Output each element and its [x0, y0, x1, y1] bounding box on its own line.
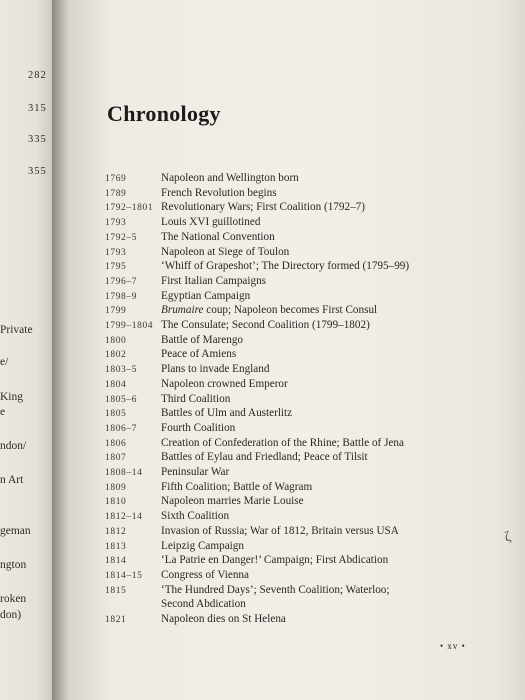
entry-event: First Italian Campaigns	[161, 274, 267, 287]
chronology-entry	[0, 260, 500, 274]
entry-event: Plans to invade England	[161, 363, 270, 376]
entry-event	[161, 304, 377, 316]
entry-event: Battle of Marengo	[161, 333, 244, 346]
entry-event: Louis XVI guillotined	[161, 216, 261, 229]
entry-event: Fifth Coalition; Battle of Wagram	[161, 480, 313, 493]
chronology-entry	[0, 334, 500, 348]
entry-year: 1803–5	[105, 365, 138, 376]
entry-event: Peace of Amiens	[161, 348, 237, 361]
entry-event: Napoleon dies on St Helena	[161, 613, 286, 625]
entry-year: 1769	[105, 174, 127, 184]
entry-event: ‘La Patrie en Danger!’ Campaign; First Abdication	[161, 554, 389, 567]
entry-event: ‘Whiff of Grapeshot’; The Directory formed (1795–99)	[161, 260, 410, 273]
left-text-fragment: King	[0, 391, 23, 403]
entry-event: Congress of Vienna	[161, 568, 249, 581]
entry-year: 1815	[105, 585, 127, 596]
entry-year: 1799	[105, 306, 127, 317]
page-title: Chronology	[107, 101, 221, 126]
entry-event: Invasion of Russia; War of 1812, Britain versus USA	[161, 524, 399, 537]
entry-year: 1792–1801	[105, 203, 154, 214]
entry-year: 1793	[105, 247, 127, 258]
entry-year: 1793	[105, 218, 127, 229]
entry-year: 1806–7	[105, 423, 138, 434]
entry-event: ‘The Hundred Days’; Seventh Coalition; Waterloo;	[161, 583, 390, 596]
entry-year: 1821	[105, 615, 127, 625]
chronology-entry	[0, 554, 500, 568]
chronology-entry	[0, 407, 500, 421]
chronology-entry	[0, 451, 500, 465]
left-text-fragment: ndon/	[0, 440, 27, 452]
entry-year: 1795	[105, 262, 127, 273]
entry-event-italic: Brumaire	[161, 304, 204, 317]
toc-page-number: 335	[28, 134, 47, 145]
chronology-entry	[0, 613, 500, 627]
background-surface	[500, 0, 525, 700]
page-number: • xv •	[440, 641, 466, 651]
entry-year: 1812–14	[105, 512, 143, 523]
left-text-fragment: don)	[0, 609, 22, 621]
entry-year: 1798–9	[105, 291, 138, 302]
toc-page-number: 315	[28, 103, 47, 114]
entry-year: 1812	[105, 526, 127, 537]
entry-year: 1814–15	[105, 570, 143, 581]
entry-year: 1806	[105, 438, 127, 449]
entry-event-rest: coup; Napoleon becomes First Consul	[203, 304, 378, 317]
entry-event: Napoleon and Wellington born	[161, 172, 299, 184]
chronology-entry	[0, 319, 500, 333]
entry-year: 1813	[105, 541, 127, 552]
entry-event: Leipzig Campaign	[161, 539, 244, 552]
chronology-entry	[0, 422, 500, 436]
entry-year: 1802	[105, 350, 127, 361]
entry-year: 1814	[105, 556, 127, 567]
toc-page-number: 355	[28, 166, 47, 177]
entry-event: Third Coalition	[161, 392, 231, 405]
left-text-fragment: e	[0, 406, 6, 418]
chronology-entry	[0, 481, 500, 495]
chronology-entry	[0, 378, 500, 392]
entry-year: 1804	[105, 379, 127, 390]
entry-event-continued: Second Abdication	[161, 597, 246, 610]
pencil-mark: ζ	[503, 529, 513, 546]
entry-event: Egyptian Campaign	[161, 289, 251, 302]
left-text-fragment: e/	[0, 356, 9, 368]
entry-year: 1789	[105, 188, 127, 199]
entry-year: 1800	[105, 335, 127, 346]
entry-event: Battles of Ulm and Austerlitz	[161, 407, 293, 420]
chronology-entry	[0, 466, 500, 480]
chronology-entry	[0, 201, 500, 215]
chronology-entry	[0, 510, 500, 524]
entry-year: 1809	[105, 482, 127, 493]
entry-event: Creation of Confederation of the Rhine; Battle of Jena	[161, 436, 404, 449]
chronology-entry	[0, 216, 500, 230]
entry-year: 1807	[105, 453, 127, 464]
chronology-entry	[0, 584, 500, 612]
chronology-entry	[0, 246, 500, 260]
chronology-entry	[0, 304, 500, 318]
left-text-fragment: n Art	[0, 474, 24, 486]
entry-event: Napoleon at Siege of Toulon	[161, 245, 290, 258]
left-text-fragment: geman	[0, 525, 31, 537]
chronology-entry	[0, 172, 500, 186]
entry-year: 1792–5	[105, 232, 138, 243]
entry-event: Sixth Coalition	[161, 510, 230, 523]
left-text-fragment: ngton	[0, 559, 27, 571]
chronology-entry	[0, 348, 500, 362]
entry-event: Napoleon marries Marie Louise	[161, 495, 304, 508]
left-text-fragment: roken	[0, 593, 27, 605]
chronology-entry	[0, 363, 500, 377]
entry-event: Napoleon crowned Emperor	[161, 377, 288, 390]
entry-event: The National Convention	[161, 230, 275, 243]
chronology-entry	[0, 393, 500, 407]
entry-year: 1808–14	[105, 468, 143, 478]
chronology-entry	[0, 525, 500, 539]
chronology-entry	[0, 187, 500, 201]
chronology-entry	[0, 290, 500, 304]
chronology-entry	[0, 569, 500, 583]
entry-event: Peninsular War	[161, 466, 230, 478]
entry-event: French Revolution begins	[161, 186, 277, 199]
chronology-entry	[0, 275, 500, 289]
entry-event: Fourth Coalition	[161, 421, 236, 434]
chronology-entry	[0, 437, 500, 451]
left-text-fragment: Private	[0, 324, 33, 336]
entry-year: 1799–1804	[105, 321, 154, 331]
toc-page-number: 282	[28, 70, 47, 81]
entry-year: 1796–7	[105, 276, 138, 287]
entry-year: 1810	[105, 497, 127, 508]
entry-event: The Consulate; Second Coalition (1799–1802)	[161, 319, 370, 331]
entry-year: 1805	[105, 409, 127, 420]
chronology-entry	[0, 231, 500, 245]
chronology-entry	[0, 540, 500, 554]
entry-event: Revolutionary Wars; First Coalition (1792–7)	[161, 201, 365, 214]
entry-year: 1805–6	[105, 394, 138, 405]
entry-event: Battles of Eylau and Friedland; Peace of Tilsit	[161, 451, 368, 464]
chronology-entry	[0, 495, 500, 509]
